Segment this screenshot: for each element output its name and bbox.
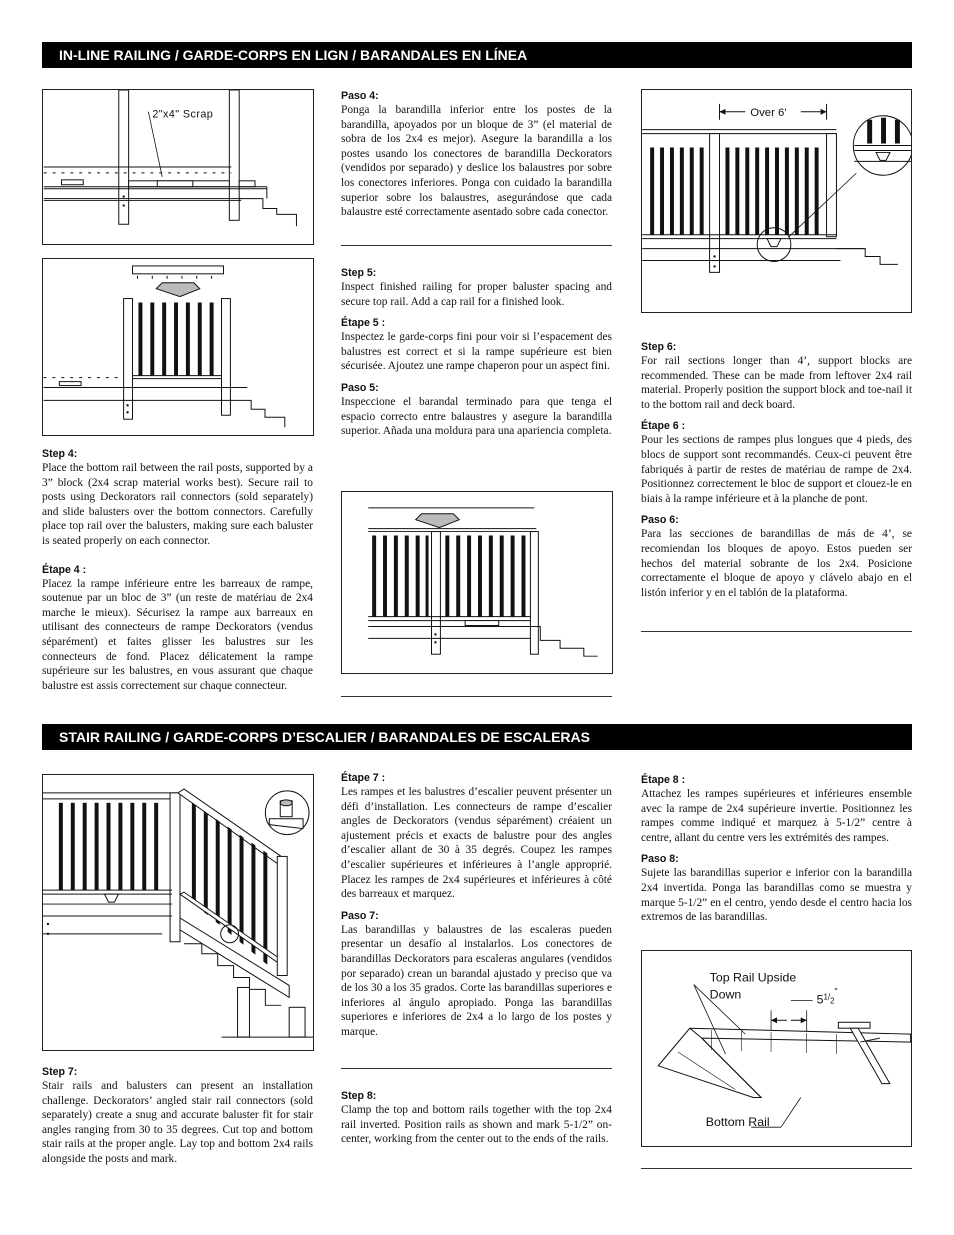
dimension-label: $5^1/_2^"$ bbox=[816, 986, 838, 1007]
divider bbox=[641, 1168, 912, 1169]
step8-en-heading: Step 8: bbox=[341, 1090, 377, 1102]
step5-en-heading: Step 5: bbox=[341, 267, 377, 279]
step7-en-text: Stair rails and balusters can present an installation challenge. Deckorators’ angled stair rail connectors (sold separately) create a snug and accurate baluster fit for stair angles ranging from 30 to 35 degrees. Cut top and bottom stair rails at the proper angle. Lay top and bottom 2x4 rails alongside the posts and mark. bbox=[42, 1080, 313, 1165]
step6-es-heading: Paso 6: bbox=[641, 514, 679, 527]
step7-es-text: Las barandillas y balaustres de las escaleras pueden presentar un desafío al instalarlos. Los conectores de barandillas Deckorators para escaleras angulares (vendidos por separado) crean un barandal ajustado y preciso que va de los 30 a los 35 grados. Corte las barandillas superiores e inferiores al ángulo apropiado. Ponga las barandillas superiores e inferiores de 2x4 a lo largo de los postes y marque. bbox=[341, 923, 612, 1038]
support-block-illustration bbox=[642, 90, 911, 312]
bottom-rail-illustration bbox=[43, 90, 313, 244]
figure-rails-marking bbox=[641, 950, 912, 1147]
stair-railing-illustration bbox=[43, 775, 313, 1050]
step7-es-heading: Paso 7: bbox=[341, 909, 379, 922]
step8-english-block bbox=[341, 1089, 612, 1154]
step6-fr-text: Pour les sections de rampes plus longues que 4 pieds, des blocs de support sont recommandés. Ceux-ci peuvent être fabriqués à partir de restes de matériau de rampe de 2x4. Positionnez correctement le bloc de support et clouez-le en biais à la rampe inférieure et à la planche de pont. bbox=[641, 434, 912, 505]
step5-fr-text: Inspectez le garde-corps fini pour voir si l’espacement des balustres est correct et si la rampe supérieure est bien sécurisée. Ajoutez une rampe chaperon pour un aspect fini. bbox=[341, 331, 612, 373]
step8-es-heading: Paso 8: bbox=[641, 853, 679, 866]
step4-fr-heading: Étape 4 : bbox=[42, 563, 87, 576]
step6-en-heading: Step 6: bbox=[641, 341, 677, 353]
step6-es-text: Para las secciones de barandillas de más de 4’, se recomiendan los bloques de apoyo. Estos pueden ser hechos del material sobrante de los 2x4. Posicione correctamente el bloque de apoyo y clávelo abajo en el listón inferior y en el tablón de la plataforma. bbox=[641, 528, 912, 599]
divider bbox=[341, 245, 612, 246]
figure-support-block bbox=[641, 89, 912, 313]
step5-en-text: Inspect finished railing for proper baluster spacing and secure top rail. Add a cap rail for a finished look. bbox=[341, 281, 612, 308]
step5-fr-heading: Étape 5 : bbox=[341, 317, 386, 330]
step5-es-text: Inspeccione el barandal terminado para que tenga el espacio correcto entre balaustres y asegure la barandilla superior. Añada una moldura para una apariencia completa. bbox=[341, 395, 612, 438]
step7-en-heading: Step 7: bbox=[42, 1066, 78, 1078]
step4-spanish-block bbox=[341, 89, 612, 227]
step5-es-heading: Paso 5: bbox=[341, 381, 379, 394]
step7-english-block bbox=[42, 1065, 313, 1174]
figure-cap-rail bbox=[341, 491, 613, 674]
step7-fr-text: Les rampes et les balustres d’escalier peuvent présenter un défi d’installation. Les connecteurs de rampe d’escalier angles de Deckorators (vendus séparément) créaient un ajustement précis et exacts de balustre pour des angles d’escalier allant de 30 à 35 degrés. Coupez les rampes d’escalier supérieures et inférieures à l’angle approprié. Placez les rampes de 2x4 supérieures et inférieures à côté des barreaux et marquez. bbox=[341, 786, 612, 901]
step4-en-heading: Step 4: bbox=[42, 448, 78, 460]
divider bbox=[341, 1068, 612, 1069]
step8-en-text: Clamp the top and bottom rails together with the top 2x4 rail inverted. Position rails as shown and mark 5-1/2” on-center, working from the center out to the ends of the rails. bbox=[341, 1104, 612, 1146]
scrap-label: 2"x4" Scrap bbox=[152, 108, 214, 121]
divider bbox=[641, 631, 912, 632]
step5-block bbox=[341, 266, 612, 446]
step6-en-text: For rail sections longer than 4’, support blocks are recommended. These can be made from leftover 2x4 rail material. Properly position the support block and toe-nail it to the bottom rail and deck board. bbox=[641, 355, 912, 411]
figure-stair-railing bbox=[42, 774, 314, 1051]
step4-english-block bbox=[42, 447, 313, 700]
step8-fr-es-block bbox=[641, 773, 912, 932]
cap-rail-illustration bbox=[342, 492, 612, 673]
over-length-label: Over 6' bbox=[750, 106, 787, 119]
step7-fr-es-block bbox=[341, 771, 612, 1047]
step6-block bbox=[641, 340, 912, 607]
section-banner-stair-railing: STAIR RAILING / GARDE-CORPS D’ESCALIER / BARANDALES DE ESCALERAS bbox=[42, 724, 912, 750]
step7-fr-heading: Étape 7 : bbox=[341, 772, 386, 784]
step4-en-text: Place the bottom rail between the rail posts, supported by a 3” block (2x4 scrap material works best). Secure rail to posts using Deckorators rail connectors (sold separately) and slide balusters over the bottom connectors. Carefully place top rail over the balusters, making sure each baluster is seated properly on each connector. bbox=[42, 462, 313, 547]
step6-fr-heading: Étape 6 : bbox=[641, 420, 686, 433]
bottom-rail-label: Bottom Rail bbox=[705, 1115, 770, 1130]
step4-es-text: Ponga la barandilla inferior entre los postes de la barandilla, apoyados por un bloque de 3” (el material de sobra de los 2x4 es mejor). Asegure la barandilla a los postes usando los conectores de barandilla Deckorators (vendidos por separado) y deslice los balaustres por sobre los conectores inferiores. Ponga con cuidado la barandilla superior sobre los balaustres, asegurándose que cada balaustre esté correctamente asentado sobre cada conector. bbox=[341, 104, 612, 219]
divider bbox=[341, 696, 612, 697]
step8-fr-heading: Étape 8 : bbox=[641, 774, 686, 786]
step4-fr-text: Placez la rampe inférieure entre les barreaux de rampe, soutenue par un bloc de 3” (un reste de matériau de 2x4 marche le mieux). Sécurisez la rampe aux barreaux en utilisant des connecteurs de rampe Deckorators (vendus séparément) et faites glisser les balustres sur les connecteurs de fond. Placez délicatement la rampe supérieure sur les balustres, en vous assurant que chaque balustre est assis correctement sur chaque connecteur. bbox=[42, 577, 313, 692]
step8-es-text: Sujete las barandillas superior e inferior con la barandilla 2x4 invertida. Ponga las barandillas como se muestra y marque 5-1/2” en el centro, yendo desde el centro hacia los extremos de las barandillas. bbox=[641, 867, 912, 924]
rails-marking-illustration bbox=[642, 951, 911, 1146]
figure-baluster-install bbox=[42, 258, 314, 436]
top-rail-label-line2: Down bbox=[709, 987, 742, 1002]
top-rail-label-line1: Top Rail Upside bbox=[709, 970, 797, 985]
step4-es-heading: Paso 4: bbox=[341, 90, 379, 102]
section-banner-inline-railing: IN-LINE RAILING / GARDE-CORPS EN LIGN / BARANDALES EN LÍNEA bbox=[42, 42, 912, 68]
baluster-install-illustration bbox=[43, 259, 313, 435]
figure-bottom-rail-scrap bbox=[42, 89, 314, 245]
step8-fr-text: Attachez les rampes supérieures et inférieures ensemble avec la rampe de 2x4 supérieure invertie. Positionnez les rampes comme indiqué et marquez à 5-1/2” centre à centre, allant du centre vers les extrémités des rampes. bbox=[641, 788, 912, 844]
